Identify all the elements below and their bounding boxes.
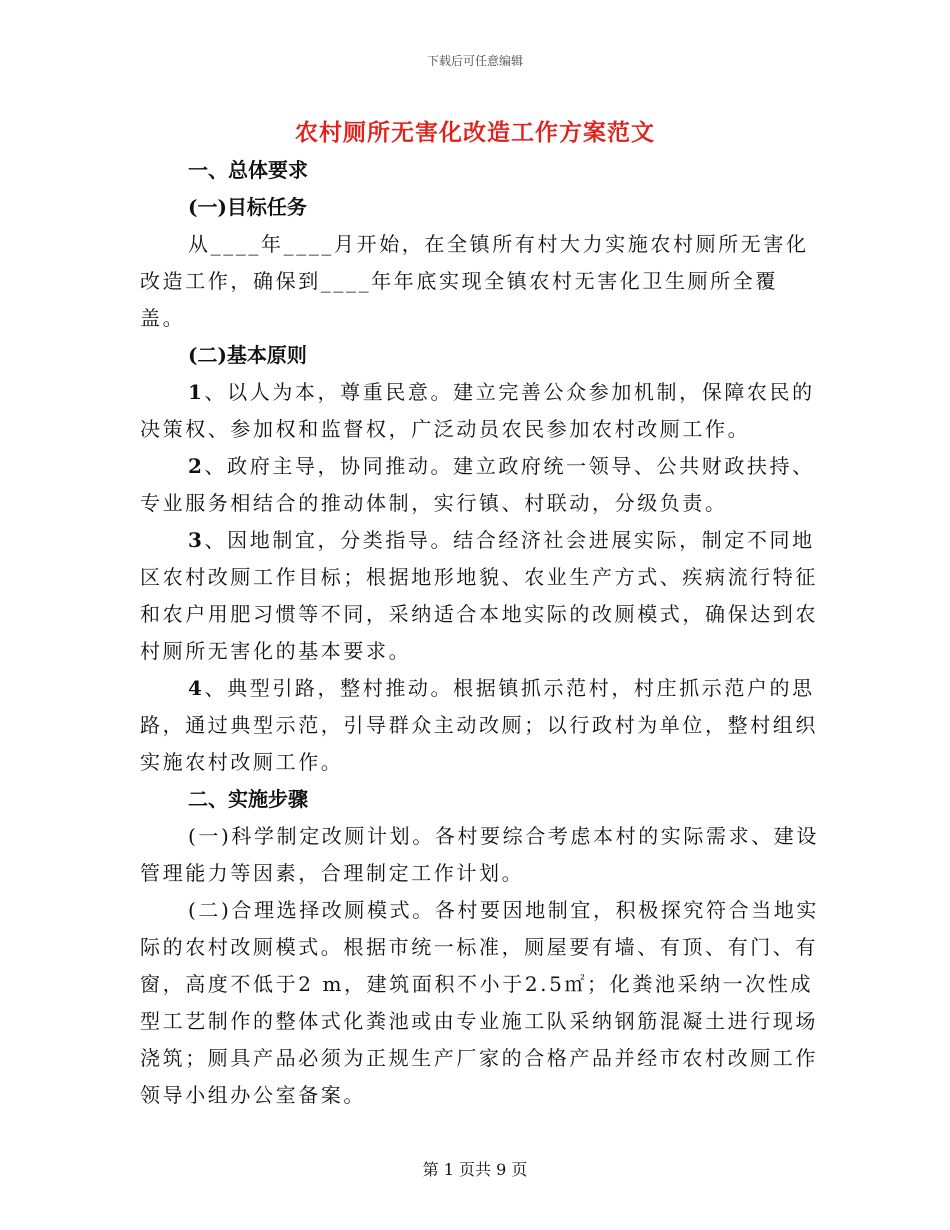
paragraph-step-1: (一)科学制定改厕计划。各村要综合考虑本村的实际需求、建设管理能力等因素，合理制定工作计划。	[140, 824, 820, 885]
principle-number: 1	[188, 380, 205, 404]
principle-text: 、典型引路，整村推动。根据镇抓示范村，村庄抓示范户的思路，通过典型示范，引导群众主动改厕；以行政村为单位，整村组织实施农村改厕工作。	[140, 676, 818, 774]
section-heading-1: 一、总体要求	[188, 158, 308, 182]
principle-text: 、政府主导，协同推动。建立政府统一领导、公共财政扶持、专业服务相结合的推动体制，实行镇、村联动，分级负责。	[140, 454, 815, 515]
paragraph-principle-2	[140, 448, 820, 522]
principle-number: 3	[188, 528, 205, 552]
principle-number: 4	[188, 676, 205, 700]
paragraph-step-2: (二)合理选择改厕模式。各村要因地制宜，积极探究符合当地实际的农村改厕模式。根据市统一标准，厕屋要有墙、有顶、有门、有窗，高度不低于2 m，建筑面积不小于2.5㎡；化粪池采纳一次性成型工艺制作的整体式化粪池或由专业施工队采纳钢筋混凝土进行现场浇筑；厕具产品必须为正规生产厂家的合格产品并经市农村改厕工作领导小组办公室备案。	[140, 898, 820, 1107]
paragraph-principle-3	[140, 522, 820, 670]
section-heading-2: 二、实施步骤	[188, 787, 308, 811]
principle-text: 、以人为本，尊重民意。建立完善公众参加机制，保障农民的决策权、参加权和监督权，广泛动员农民参加农村改厕工作。	[140, 380, 815, 441]
paragraph-goals: 从____年____月开始，在全镇所有村大力实施农村厕所无害化改造工作，确保到____年年底实现全镇农村无害化卫生厕所全覆盖。	[140, 232, 809, 330]
document-body	[140, 152, 820, 1114]
principle-text: 、因地制宜，分类指导。结合经济社会进展实际，制定不同地区农村改厕工作目标；根据地形地貌、农业生产方式、疾病流行特征和农户用肥习惯等不同，采纳适合本地实际的改厕模式，确保达到农村厕所无害化的基本要求。	[140, 528, 818, 663]
paragraph-principle-1	[140, 374, 820, 448]
header-note: 下载后可任意编辑	[426, 54, 523, 68]
paragraph-principle-4	[140, 670, 820, 781]
subsection-heading-goals: (一)目标任务	[188, 195, 307, 219]
principle-number: 2	[188, 454, 205, 478]
page-footer: 第 1 页共 9 页	[422, 1160, 528, 1179]
subsection-heading-principles: (二)基本原则	[188, 343, 307, 367]
document-title: 农村厕所无害化改造工作方案范文	[295, 119, 655, 146]
